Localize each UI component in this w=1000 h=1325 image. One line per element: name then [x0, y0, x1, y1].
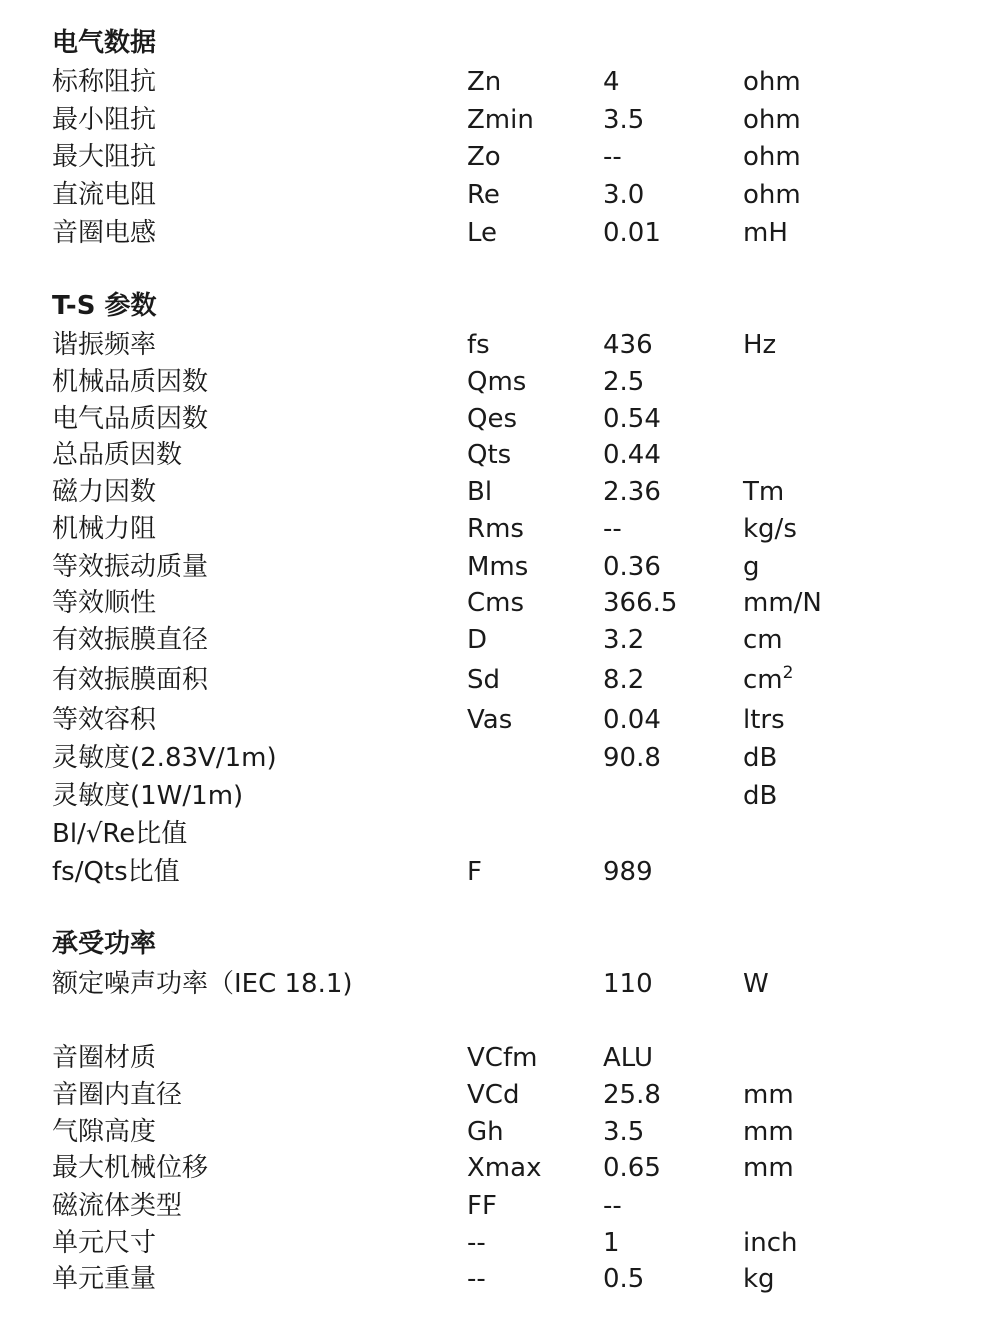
spec-row: [0, 475, 1000, 509]
spec-unit: ltrs: [743, 705, 785, 735]
spec-unit: ohm: [743, 105, 801, 135]
spec-value: 0.01: [603, 218, 661, 248]
section-title-ts: T-S 参数: [52, 291, 157, 321]
spec-name: Bl/√Re比值: [52, 819, 188, 849]
spec-name: 单元尺寸: [52, 1228, 157, 1258]
spec-name: 最大机械位移: [52, 1153, 209, 1183]
spec-row: [0, 967, 1000, 1001]
spec-symbol: Qes: [467, 404, 518, 434]
spec-symbol: Zmin: [467, 105, 534, 135]
spec-symbol: FF: [467, 1191, 497, 1221]
spec-unit: mH: [743, 218, 788, 248]
spec-symbol: Zn: [467, 67, 502, 97]
spec-value: 0.36: [603, 552, 661, 582]
spec-symbol: VCd: [467, 1080, 520, 1110]
spec-unit: kg/s: [743, 514, 797, 544]
spec-unit: [743, 663, 793, 697]
spec-name: fs/Qts比值: [52, 857, 180, 887]
spec-unit: dB: [743, 781, 778, 811]
spec-name: 总品质因数: [52, 440, 183, 470]
spec-row: [0, 1041, 1000, 1075]
spec-symbol: Mms: [467, 552, 529, 582]
spec-name: 音圈材质: [52, 1043, 157, 1073]
spec-value: 366.5: [603, 588, 678, 618]
spec-symbol: Gh: [467, 1117, 504, 1147]
spec-symbol: D: [467, 625, 488, 655]
spec-row: [0, 817, 1000, 851]
spec-unit: mm: [743, 1153, 794, 1183]
spec-value: 0.54: [603, 404, 661, 434]
spec-value: 110: [603, 969, 653, 999]
spec-row: [0, 586, 1000, 620]
spec-unit: mm: [743, 1080, 794, 1110]
spec-unit-base: cm: [743, 665, 783, 695]
spec-value: 989: [603, 857, 653, 887]
spec-symbol: Sd: [467, 665, 501, 695]
spec-name: 单元重量: [52, 1264, 157, 1294]
spec-value: --: [603, 514, 622, 544]
spec-symbol: Cms: [467, 588, 525, 618]
spec-name: 最小阻抗: [52, 105, 157, 135]
spec-value: 3.5: [603, 105, 645, 135]
spec-value: 3.5: [603, 1117, 645, 1147]
spec-name: 直流电阻: [52, 180, 157, 210]
spec-unit-exponent: 2: [782, 663, 794, 683]
spec-name: 等效顺性: [52, 588, 157, 618]
spec-row: [0, 741, 1000, 775]
spec-unit: mm/N: [743, 588, 822, 618]
spec-value: 0.44: [603, 440, 661, 470]
spec-unit: cm: [743, 625, 783, 655]
spec-value: ALU: [603, 1043, 654, 1073]
spec-symbol: --: [467, 1264, 486, 1294]
spec-symbol: Qms: [467, 367, 527, 397]
spec-value: 2.36: [603, 477, 661, 507]
spec-value: 3.2: [603, 625, 645, 655]
spec-row: [0, 663, 1000, 697]
spec-name: 有效振膜面积: [52, 665, 209, 695]
spec-row: [0, 1189, 1000, 1223]
spec-row: [0, 1151, 1000, 1185]
section-title-power: 承受功率: [52, 929, 157, 959]
spec-symbol: --: [467, 1228, 486, 1258]
spec-value: 0.5: [603, 1264, 645, 1294]
spec-unit: Hz: [743, 330, 777, 360]
spec-value: 2.5: [603, 367, 645, 397]
spec-symbol: Qts: [467, 440, 512, 470]
spec-unit: ohm: [743, 180, 801, 210]
spec-row: [0, 402, 1000, 436]
spec-value: 90.8: [603, 743, 661, 773]
spec-name: 机械力阻: [52, 514, 157, 544]
spec-row: [0, 438, 1000, 472]
spec-row: [0, 855, 1000, 889]
spec-row: [0, 623, 1000, 657]
spec-name: 最大阻抗: [52, 142, 157, 172]
spec-name: 额定噪声功率（IEC 18.1): [52, 969, 353, 999]
spec-value: 1: [603, 1228, 620, 1258]
spec-row: [0, 216, 1000, 250]
spec-unit: ohm: [743, 67, 801, 97]
spec-name: 有效振膜直径: [52, 625, 209, 655]
spec-symbol: Vas: [467, 705, 513, 735]
spec-row: [0, 328, 1000, 362]
spec-value: --: [603, 1191, 622, 1221]
spec-name: 灵敏度(2.83V/1m): [52, 743, 277, 773]
spec-name: 音圈电感: [52, 218, 157, 248]
spec-row: [0, 1115, 1000, 1149]
spec-row: [0, 703, 1000, 737]
spec-row: [0, 1078, 1000, 1112]
spec-row: [0, 103, 1000, 137]
spec-symbol: F: [467, 857, 482, 887]
spec-unit: Tm: [743, 477, 785, 507]
spec-value: 8.2: [603, 665, 645, 695]
section-title-electrical: 电气数据: [52, 28, 157, 58]
spec-unit: ohm: [743, 142, 801, 172]
spec-name: 谐振频率: [52, 330, 157, 360]
spec-value: --: [603, 142, 622, 172]
spec-symbol: Zo: [467, 142, 501, 172]
spec-symbol: Xmax: [467, 1153, 542, 1183]
spec-row: [0, 1262, 1000, 1296]
spec-symbol: Re: [467, 180, 500, 210]
spec-row: [0, 178, 1000, 212]
spec-name: 机械品质因数: [52, 367, 209, 397]
spec-value: 3.0: [603, 180, 645, 210]
spec-name: 等效容积: [52, 705, 157, 735]
spec-row: [0, 140, 1000, 174]
spec-symbol: fs: [467, 330, 490, 360]
spec-unit: mm: [743, 1117, 794, 1147]
spec-value: 25.8: [603, 1080, 661, 1110]
spec-row: [0, 365, 1000, 399]
spec-name: 标称阻抗: [52, 67, 157, 97]
spec-value: 4: [603, 67, 620, 97]
spec-row: [0, 1226, 1000, 1260]
spec-unit: inch: [743, 1228, 798, 1258]
spec-row: [0, 65, 1000, 99]
spec-unit: g: [743, 552, 760, 582]
spec-name: 气隙高度: [52, 1117, 157, 1147]
spec-name: 磁流体类型: [52, 1191, 183, 1221]
spec-row: [0, 779, 1000, 813]
spec-symbol: Le: [467, 218, 498, 248]
spec-row: [0, 512, 1000, 546]
spec-unit: kg: [743, 1264, 775, 1294]
spec-symbol: VCfm: [467, 1043, 538, 1073]
spec-unit: dB: [743, 743, 778, 773]
spec-value: 436: [603, 330, 653, 360]
spec-name: 音圈内直径: [52, 1080, 183, 1110]
spec-name: 灵敏度(1W/1m): [52, 781, 244, 811]
spec-name: 电气品质因数: [52, 404, 209, 434]
spec-symbol: Rms: [467, 514, 524, 544]
spec-row: [0, 550, 1000, 584]
spec-name: 等效振动质量: [52, 552, 209, 582]
spec-symbol: Bl: [467, 477, 493, 507]
spec-unit: W: [743, 969, 769, 999]
spec-value: 0.04: [603, 705, 661, 735]
spec-value: 0.65: [603, 1153, 661, 1183]
spec-name: 磁力因数: [52, 477, 157, 507]
